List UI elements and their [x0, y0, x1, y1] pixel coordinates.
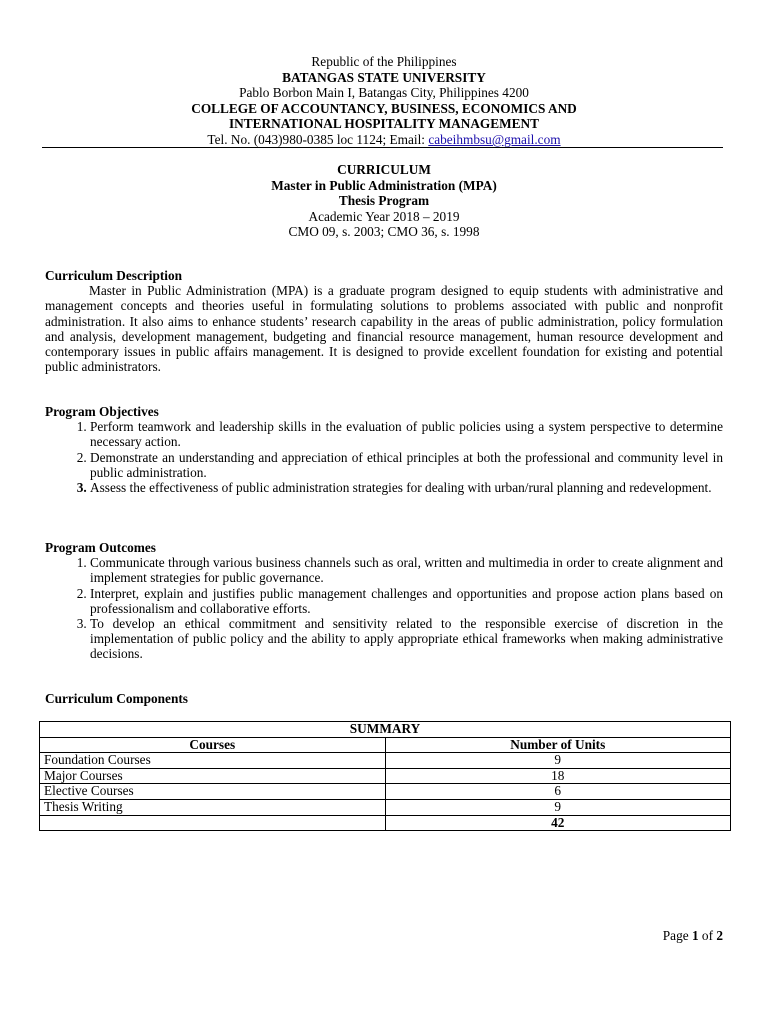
table-row	[40, 799, 731, 815]
college-name-line2: INTERNATIONAL HOSPITALITY MANAGEMENT	[228, 116, 540, 132]
contact-prefix: Tel. No. (043)980-0385 loc 1124; Email:	[207, 131, 429, 147]
table-row	[40, 753, 731, 769]
program-outcomes-heading: Program Outcomes	[45, 540, 156, 555]
program-name: Master in Public Administration (MPA)	[271, 177, 497, 193]
header-divider	[42, 147, 723, 148]
summary-table	[39, 721, 731, 831]
title-block	[45, 162, 723, 240]
of-word: of	[698, 928, 717, 943]
current-page: 1	[691, 928, 699, 943]
curriculum-description-heading: Curriculum Description	[45, 268, 183, 283]
total-pages: 2	[716, 928, 723, 943]
outcome-item: 1. Communicate through various business channels such as oral, written and multimedia in order to create alignment and implement strategies for public governance.	[90, 555, 723, 585]
units-cell: 9	[385, 799, 731, 815]
total-units-cell: 42	[385, 815, 731, 831]
cmo-reference: CMO 09, s. 2003; CMO 36, s. 1998	[288, 224, 480, 240]
college-name-line1: COLLEGE OF ACCOUNTANCY, BUSINESS, ECONOMICS AND	[191, 100, 577, 116]
program-outcomes-section	[45, 540, 723, 662]
course-cell: Elective Courses	[40, 784, 386, 800]
university-address: Pablo Borbon Main I, Batangas City, Philippines 4200	[239, 85, 529, 101]
curriculum-title: CURRICULUM	[337, 162, 431, 177]
program-track: Thesis Program	[338, 193, 430, 209]
university-name: BATANGAS STATE UNIVERSITY	[282, 69, 486, 85]
objectives-list	[45, 419, 723, 495]
outcomes-list	[45, 555, 723, 661]
total-label-cell	[40, 815, 386, 831]
curriculum-description-text: Master in Public Administration (MPA) is a graduate program designed to equip students with administrative and management concepts and theories useful in formulating solutions to problems associated with public and nonprofit administration. It also aims to enhance students’ research capability in the areas of public administration, policy formulation and analysis, development management, budgeting and financial resource management, human resource development and contemporary issues in public affairs management. It is designed to provide excellent foundation for existing and potential public administrators.	[45, 283, 723, 375]
course-cell: Thesis Writing	[40, 799, 386, 815]
table-row	[40, 768, 731, 784]
outcome-item: 2. Interpret, explain and justifies public management challenges and opportunities and propose action plans based on professionalism and collaborative efforts.	[90, 586, 723, 616]
email-link[interactable]: cabeihmbsu@gmail.com	[428, 131, 561, 147]
curriculum-description-section	[45, 268, 723, 374]
course-cell: Foundation Courses	[40, 753, 386, 769]
total-row	[40, 815, 731, 831]
table-row	[40, 784, 731, 800]
units-cell: 18	[385, 768, 731, 784]
units-cell: 6	[385, 784, 731, 800]
contact-line	[45, 132, 723, 148]
course-cell: Major Courses	[40, 768, 386, 784]
units-cell: 9	[385, 753, 731, 769]
courses-column-header: Courses	[40, 737, 386, 753]
program-objectives-section	[45, 404, 723, 495]
academic-year: Academic Year 2018 – 2019	[308, 208, 460, 224]
objective-item: 3. Assess the effectiveness of public administration strategies for dealing with urban/rural planning and redevelopment.	[90, 480, 723, 495]
republic-line: Republic of the Philippines	[311, 54, 457, 69]
curriculum-components-section	[45, 691, 723, 706]
page-word: Page	[662, 928, 692, 943]
program-objectives-heading: Program Objectives	[45, 404, 159, 419]
units-column-header: Number of Units	[385, 737, 731, 753]
objective-item: 2. Demonstrate an understanding and appreciation of ethical principles at both the professional and community level in public administration.	[90, 450, 723, 480]
curriculum-components-heading: Curriculum Components	[45, 691, 188, 706]
summary-title: SUMMARY	[40, 722, 731, 738]
letterhead	[45, 54, 723, 148]
objective-item: 1. Perform teamwork and leadership skills in the evaluation of public policies using a system perspective to determine necessary action.	[90, 419, 723, 449]
outcome-item: 3. To develop an ethical commitment and sensitivity related to the responsible exercise of discretion in the implementation of public policy and the ability to apply appropriate ethical frameworks when making administrative decisions.	[90, 616, 723, 662]
page-number	[663, 928, 723, 943]
